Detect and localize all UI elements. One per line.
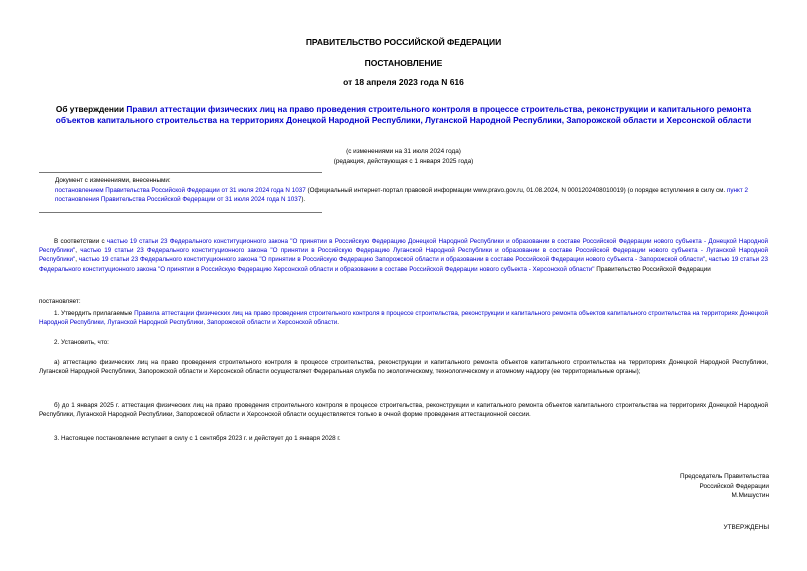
item-1-rules-link[interactable]: Правила аттестации физических лиц на право проведения строительного контроля в процессе строительства, реконструкции и капитального ремонта объектов капитального строительства на территориях Донецкой Народной Республики, Луганской Народной Республики, Запорожской области и Херсонской области (39, 310, 769, 327)
decides-text: постановляет: (39, 298, 81, 305)
item-3: 3. Настоящее постановление вступает в силу с 1 сентября 2023 г. и действует до 1 января 2028 г. (54, 435, 341, 442)
item-2b: б) до 1 января 2025 г. аттестация физических лиц на право проведения строительного контроля в процессе строительства, реконструкции и капитального ремонта объектов капитального строительства на территориях Донецкой Народной Республики, Луганской Народной Республики, Запорожской области и Херсонской области осуществляется только в очной форме проведения аттестационной сессии. (39, 402, 768, 419)
document-type-heading: ПОСТАНОВЛЕНИЕ (364, 58, 443, 68)
document-date-number: от 18 апреля 2023 года N 616 (343, 77, 464, 87)
item-1-text: 1. Утвердить прилагаемые (54, 310, 135, 317)
changes-label: Документ с изменениями, внесенными: (55, 177, 171, 184)
title-rules-link[interactable]: Правил аттестации физических лиц на право проведения строительного контроля в процессе строительства, реконструкции и капитального ремонта объектов капитального строительства на территориях Донецкой Народной Республики, Луганской Народной Республики, Запорожской области и Херсонской области (55, 104, 752, 125)
item-1-end: . (337, 319, 340, 327)
changes-note: (с изменениями на 31 июля 2024 года) (346, 148, 461, 155)
signature-name: М.Мишустин (731, 492, 769, 499)
preamble-sep: , (75, 256, 79, 264)
divider-top (39, 172, 322, 173)
preamble-text: В соответствии с (54, 238, 107, 245)
law-link-kherson[interactable]: частью 19 статьи 23 Федерального конституционного закона "О принятии в Российскую Федерацию Херсонской области и образовании в составе Российской Федерации нового субъекта - Херсонской области" (39, 256, 769, 273)
item-2: 2. Установить, что: (54, 339, 109, 346)
signature-block (680, 472, 769, 501)
preamble-paragraph (39, 237, 768, 274)
divider-bottom (39, 212, 322, 213)
amendment-source-text: (Официальный интернет-портал правовой информации www.pravo.gov.ru, 01.08.2024, N 0001202408010019) (о порядке вступления в силу см. (305, 186, 727, 194)
approved-label: УТВЕРЖДЕНЫ (723, 524, 769, 531)
changes-block (55, 176, 775, 205)
item-2a: а) аттестацию физических лиц на право проведения строительного контроля в процессе строительства, реконструкции и капитального ремонта объектов капитального строительства на территориях Донецкой Народной Республики, Луганской Народной Республики, Запорожской области и Херсонской области осуществляет Федеральная служба по экологическому, технологическому и атомному надзору (ее территориальные органы); (39, 359, 768, 376)
changes-entry (55, 186, 775, 205)
government-heading: ПРАВИТЕЛЬСТВО РОССИЙСКОЙ ФЕДЕРАЦИИ (305, 37, 502, 47)
law-link-zaporozhye[interactable]: частью 19 статьи 23 Федерального конституционного закона "О принятии в Российскую Федерацию Запорожской области и образовании в составе Российской Федерации нового субъекта - Запорожской области" (78, 256, 706, 264)
law-link-donetsk[interactable]: частью 19 статьи 23 Федерального конституционного закона "О принятии в Российскую Федерацию Донецкой Народной Республики и образовании в составе Российской Федерации нового субъекта - Донецкой Народной Республики" (39, 238, 768, 255)
title-prefix: Об утверждении (55, 104, 127, 114)
signature-country: Российской Федерации (699, 482, 769, 490)
item-1 (39, 309, 768, 327)
amendment-link[interactable]: постановлением Правительства Российской Федерации от 31 июля 2024 года N 1037 (55, 186, 306, 194)
effective-date-link[interactable]: пункт 2 постановления Правительства Российской Федерации от 31 июля 2024 года N 1037 (55, 186, 748, 203)
law-link-lugansk[interactable]: частью 19 статьи 23 Федерального конституционного закона "О принятии в Российскую Федерацию Луганской Народной Республики и образовании в составе Российской Федерации нового субъекта - Луганской Народной Республики" (39, 247, 768, 264)
amendment-end-text: ). (301, 196, 306, 203)
preamble-end-text: Правительство Российской Федерации (594, 265, 711, 273)
preamble-sep: , (705, 256, 709, 264)
edition-note: (редакция, действующая с 1 января 2025 года) (333, 158, 474, 165)
signature-position: Председатель Правительства (680, 473, 769, 480)
preamble-sep: , (75, 247, 81, 255)
document-title (45, 104, 762, 126)
